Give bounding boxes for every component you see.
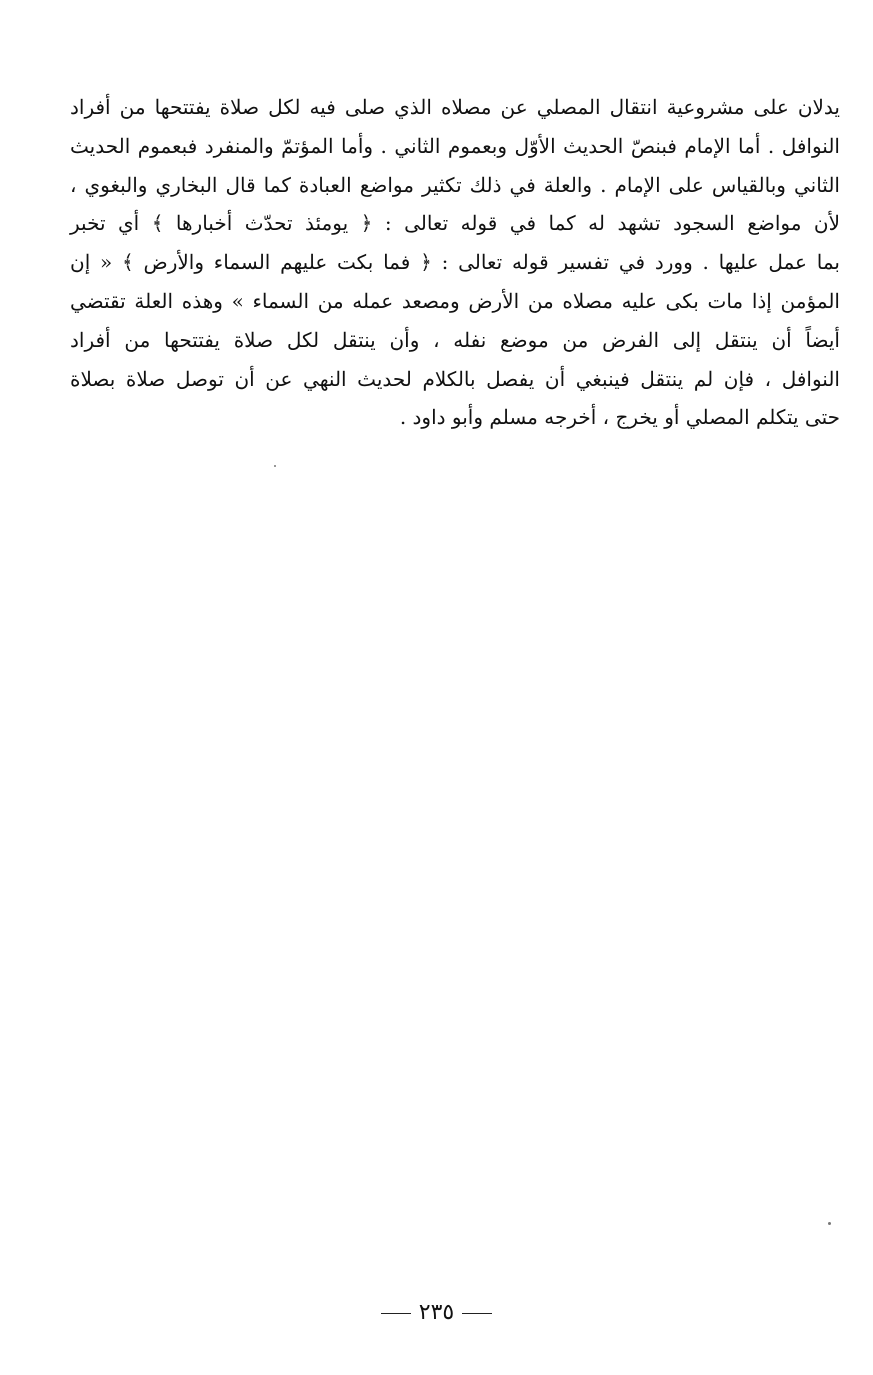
text-line: المؤمن إذا مات بكى عليه مصلاه من الأرض ومصعد عمله من السماء » وهذه العلة تقتضي [70,288,840,313]
body-text [70,88,840,437]
text-line: يدلان على مشروعية انتقال المصلي عن مصلاه الذي صلى فيه لكل صلاة يفتتحها من أفراد [70,95,840,119]
page-number-value: ٢٣٥ [418,1300,455,1325]
text-line: حتى يتكلم المصلي أو يخرج ، أخرجه مسلم وأبو داود . [399,405,840,430]
page-number-dash-left [381,1313,411,1314]
text-line: بما عمل عليها . وورد في تفسير قوله تعالى : ﴿ فما بكت عليهم السماء والأرض ﴾ « إن [70,250,840,275]
text-line: أيضاً أن ينتقل إلى الفرض من موضع نفله ، وأن ينتقل لكل صلاة يفتتحها من أفراد [70,327,840,352]
text-line: النوافل ، فإن لم ينتقل فينبغي أن يفصل بالكلام لحديث النهي عن أن توصل صلاة بصلاة [70,366,840,391]
page-number-dash-right [462,1313,492,1314]
scan-speck [274,465,276,467]
text-line: لأن مواضع السجود تشهد له كما في قوله تعالى : ﴿ يومئذ تحدّث أخبارها ﴾ أي تخبر [70,211,840,236]
text-line: الثاني وبالقياس على الإمام . والعلة في ذلك تكثير مواضع العبادة كما قال البخاري والبغوي ، [70,172,840,197]
scan-speck [828,1222,831,1225]
text-line: النوافل . أما الإمام فبنصّ الحديث الأوّل وبعموم الثاني . وأما المؤتمّ والمنفرد فبعموم الحديث [70,133,840,158]
page-number [0,1300,873,1325]
